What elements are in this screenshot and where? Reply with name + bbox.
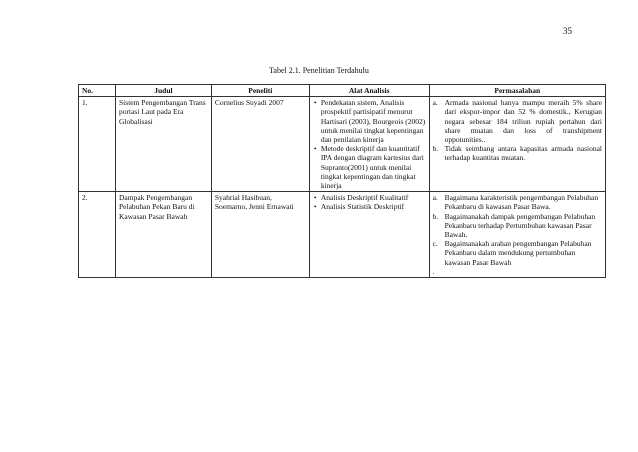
enum-text: Bagaimanakah arahan pengembangan Pelabuhan Pekanbaru dalam mendukung pertumbuhan kawasan Pasar Bawah xyxy=(444,239,592,267)
enum-text: Bagaimana karakteristik pengembangan Pelabuhan Pekanbaru di kawasan Pasar Bawa. xyxy=(444,193,599,212)
cell-peneliti: Cornelius Suyadi 2007 xyxy=(211,97,309,192)
enum-marker: a. xyxy=(432,193,438,203)
cell-alat-analisis xyxy=(309,192,429,278)
enum-item xyxy=(433,144,602,162)
table-row xyxy=(79,192,606,278)
enum-text: Tidak seimbang antara kapasitas armada nasional terhadap kuantitas muatan. xyxy=(444,144,602,163)
cell-alat-analisis xyxy=(309,97,429,192)
research-table xyxy=(78,84,606,278)
enum-item xyxy=(433,239,602,267)
table-row xyxy=(79,97,606,192)
cell-permasalahan xyxy=(429,97,605,192)
bullet-item: • Pendekatan sistem, Analisis prospektif partisipatif menurut Hartisari (2003), Bourgeois (2002) untuk menilai tingkat kepentingan dan penilaian kinerja xyxy=(313,98,426,144)
enum-item xyxy=(433,212,602,240)
enum-text: Armada nasional hanya mampu meraih 5% share dari ekspor-impor dan 52 % domestik., Kerugian negara sebesar 184 triliun rupiah pertahun dari share muatan dan loss of transhipment oppotunities.. xyxy=(444,98,602,145)
cell-no: 2. xyxy=(79,192,116,278)
cell-judul: Dampak Pengembangan Pelabuhan Pekan Baru di Kawasan Pasar Bawah xyxy=(116,192,212,278)
page-number: 35 xyxy=(563,26,572,36)
header-no: No. xyxy=(79,85,116,97)
bullet-item: • Analisis Deskriptif Kualitatif xyxy=(313,193,426,202)
enum-item xyxy=(433,98,602,144)
header-judul: Judul xyxy=(116,85,212,97)
enum-marker: a. xyxy=(432,98,438,108)
cell-permasalahan xyxy=(429,192,605,278)
table-caption: Tabel 2.1. Penelitian Terdahulu xyxy=(269,66,369,75)
enum-marker: b. xyxy=(432,144,439,154)
enum-marker: b. xyxy=(432,211,439,221)
header-alat-analisis: Alat Analisis xyxy=(309,85,429,97)
cell-peneliti: Syahrial Hasibuan, Soemarno, Jenni Ernawati xyxy=(211,192,309,278)
bullet-item: • Metode deskriptif dan kuantitatif IPA dengan diagram kartesius dari Supranto(2001) untuk menilai tingkat kepentingan dan tingkat kinerja xyxy=(313,144,426,190)
trailing-period: . xyxy=(432,266,435,276)
enum-marker: c. xyxy=(432,239,438,249)
header-permasalahan: Permasalahan xyxy=(429,85,605,97)
header-peneliti: Peneliti xyxy=(211,85,309,97)
bullet-item: • Analisis Statistik Deskriptif xyxy=(313,202,426,211)
cell-no: 1. xyxy=(79,97,116,192)
enum-item xyxy=(433,193,602,211)
cell-judul: Sistem Pengembangan Trans portasi Laut pada Era Globalisasi xyxy=(116,97,212,192)
enum-text: Bagaimanakah dampak pengembangan Pelabuhan Pekanbaru terhadap Pertumbuhan kawasan Pasar Bawah. xyxy=(444,211,596,240)
table-header-row xyxy=(79,85,606,97)
